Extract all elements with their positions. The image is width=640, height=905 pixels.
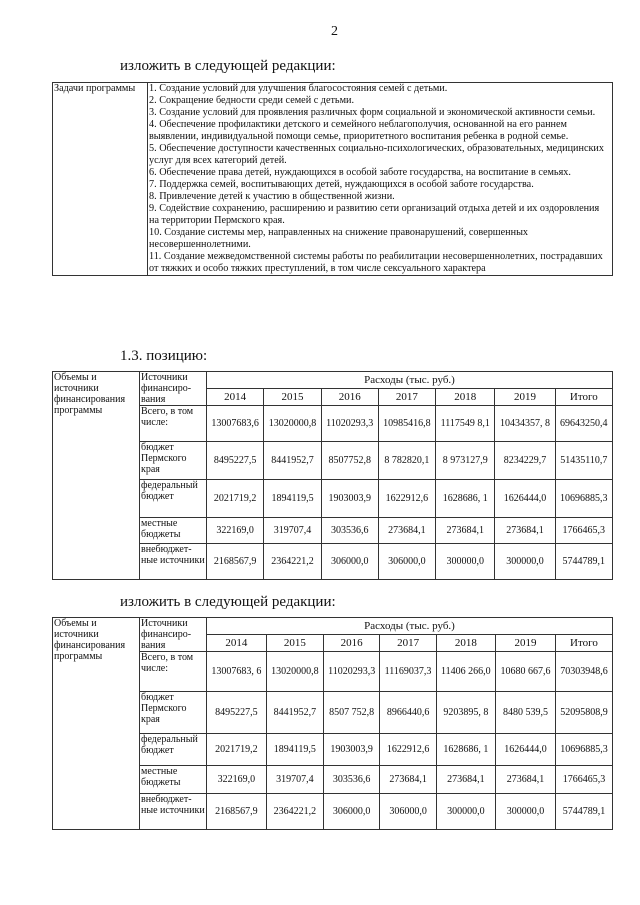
year-header: 2016	[321, 389, 378, 406]
year-header: 2014	[207, 635, 267, 652]
value-cell: 273684,1	[380, 766, 436, 794]
heading-edit-1: изложить в следующей редакции:	[120, 58, 336, 74]
tasks-list	[148, 83, 613, 276]
value-cell: 2021719,2	[207, 734, 267, 766]
tasks-label: Задачи программы	[53, 83, 148, 276]
value-cell: 11406 266,0	[436, 652, 495, 692]
value-cell: 1117549 8,1	[436, 406, 495, 442]
table-row	[53, 83, 613, 276]
table-row	[53, 372, 613, 389]
value-cell: 1626444,0	[495, 480, 555, 518]
source-cell: Всего, в том числе:	[140, 406, 207, 442]
value-cell: 8441952,7	[266, 692, 323, 734]
task-item: 10. Создание системы мер, направленных на снижение правонарушений, совершенных несовершеннолетними.	[149, 227, 529, 250]
task-item: 2. Сокращение бедности среди семей с детьми.	[149, 95, 355, 106]
task-item: 7. Поддержка семей, воспитывающих детей, нуждающихся в особой заботе государства.	[149, 179, 534, 190]
value-cell: 1766465,3	[555, 766, 612, 794]
year-header: 2016	[323, 635, 380, 652]
value-cell: 8495227,5	[207, 442, 264, 480]
source-header: Источники финансиро-вания	[140, 372, 207, 406]
value-cell: 11169037,3	[380, 652, 436, 692]
value-cell: 273684,1	[496, 766, 556, 794]
value-cell: 1894119,5	[264, 480, 321, 518]
heading-edit-2: изложить в следующей редакции:	[120, 594, 336, 610]
year-header: 2015	[264, 389, 321, 406]
source-cell: местные бюджеты	[140, 518, 207, 544]
source-cell: бюджет Пермского края	[140, 442, 207, 480]
value-cell: 8507752,8	[321, 442, 378, 480]
year-header: 2017	[380, 635, 436, 652]
year-header: 2019	[496, 635, 556, 652]
value-cell: 13007683, 6	[207, 652, 267, 692]
value-cell: 319707,4	[266, 766, 323, 794]
value-cell: 273684,1	[436, 518, 495, 544]
value-cell: 306000,0	[321, 544, 378, 580]
value-cell: 2021719,2	[207, 480, 264, 518]
source-header: Источники финансиро-вания	[140, 618, 207, 652]
value-cell: 306000,0	[378, 544, 435, 580]
value-cell: 11020293,3	[321, 406, 378, 442]
value-cell: 8966440,6	[380, 692, 436, 734]
value-cell: 322169,0	[207, 518, 264, 544]
value-cell: 2364221,2	[264, 544, 321, 580]
task-item: 8. Привлечение детей к участию в общественной жизни.	[149, 191, 395, 202]
value-cell: 2168567,9	[207, 794, 267, 830]
task-item: 6. Обеспечение права детей, нуждающихся в особой заботе государства, на воспитание в семьях.	[149, 167, 571, 178]
value-cell: 10985416,8	[378, 406, 435, 442]
value-cell: 10434357, 8	[495, 406, 555, 442]
year-header: 2014	[207, 389, 264, 406]
year-header: 2019	[495, 389, 555, 406]
source-cell: бюджет Пермского края	[140, 692, 207, 734]
year-header: 2018	[436, 635, 495, 652]
value-cell: 8 782820,1	[378, 442, 435, 480]
value-cell: 8507 752,8	[323, 692, 380, 734]
value-cell: 303536,6	[321, 518, 378, 544]
value-cell: 273684,1	[495, 518, 555, 544]
value-cell: 300000,0	[495, 544, 555, 580]
year-header: 2017	[378, 389, 435, 406]
value-cell: 322169,0	[207, 766, 267, 794]
value-cell: 13020000,8	[264, 406, 321, 442]
value-cell: 300000,0	[436, 794, 495, 830]
value-cell: 1626444,0	[496, 734, 556, 766]
value-cell: 52095808,9	[555, 692, 612, 734]
value-cell: 10680 667,6	[496, 652, 556, 692]
financing-table-new	[52, 617, 613, 830]
value-cell: 273684,1	[436, 766, 495, 794]
value-cell: 303536,6	[323, 766, 380, 794]
value-cell: 69643250,4	[555, 406, 612, 442]
financing-label: Объемы и источники финансирования программы	[53, 372, 140, 580]
value-cell: 9203895, 8	[436, 692, 495, 734]
value-cell: 306000,0	[380, 794, 436, 830]
task-item: 3. Создание условий для проявления различных форм социальной и экономической активности семьи.	[149, 107, 596, 118]
task-item: 4. Обеспечение профилактики детского и семейного неблагополучия, основанной на его раннем выявлении, индивидуальной помощи семье, приоритетного воспитания ребенка в родной семье.	[149, 119, 569, 142]
value-cell: 8441952,7	[264, 442, 321, 480]
source-cell: федеральный бюджет	[140, 480, 207, 518]
task-item: 5. Обеспечение доступности качественных социально-психологических, образовательных, медицинских услуг для всех категорий детей.	[149, 143, 604, 166]
value-cell: 1766465,3	[555, 518, 612, 544]
source-cell: федеральный бюджет	[140, 734, 207, 766]
value-cell: 51435110,7	[555, 442, 612, 480]
value-cell: 70303948,6	[555, 652, 612, 692]
value-cell: 300000,0	[496, 794, 556, 830]
task-item: 9. Содействие сохранению, расширению и развитию сети организаций отдыха детей и их оздоровления на территории Пермского края.	[149, 203, 600, 226]
value-cell: 306000,0	[323, 794, 380, 830]
source-cell: местные бюджеты	[140, 766, 207, 794]
value-cell: 13020000,8	[266, 652, 323, 692]
source-cell: Всего, в том числе:	[140, 652, 207, 692]
value-cell: 13007683,6	[207, 406, 264, 442]
value-cell: 1903003,9	[321, 480, 378, 518]
value-cell: 300000,0	[436, 544, 495, 580]
task-item: 1. Создание условий для улучшения благосостояния семей с детьми.	[149, 83, 448, 94]
source-cell: внебюджет-ные источники	[140, 544, 207, 580]
source-cell: внебюджет-ные источники	[140, 794, 207, 830]
value-cell: 319707,4	[264, 518, 321, 544]
value-cell: 1628686, 1	[436, 480, 495, 518]
total-header: Итого	[555, 635, 612, 652]
value-cell: 8 973127,9	[436, 442, 495, 480]
financing-label: Объемы и источники финансирования программы	[53, 618, 140, 830]
value-cell: 2168567,9	[207, 544, 264, 580]
value-cell: 1894119,5	[266, 734, 323, 766]
value-cell: 1622912,6	[380, 734, 436, 766]
table-row	[53, 618, 613, 635]
year-header: 2018	[436, 389, 495, 406]
value-cell: 1622912,6	[378, 480, 435, 518]
page-number: 2	[331, 24, 338, 39]
value-cell: 2364221,2	[266, 794, 323, 830]
value-cell: 273684,1	[378, 518, 435, 544]
value-cell: 8480 539,5	[496, 692, 556, 734]
value-cell: 8495227,5	[207, 692, 267, 734]
value-cell: 1903003,9	[323, 734, 380, 766]
value-cell: 10696885,3	[555, 734, 612, 766]
value-cell: 1628686, 1	[436, 734, 495, 766]
value-cell: 10696885,3	[555, 480, 612, 518]
value-cell: 11020293,3	[323, 652, 380, 692]
heading-position: 1.3. позицию:	[120, 348, 208, 364]
total-header: Итого	[555, 389, 612, 406]
tasks-table	[52, 82, 613, 276]
expenses-header: Расходы (тыс. руб.)	[207, 372, 613, 389]
value-cell: 5744789,1	[555, 544, 612, 580]
value-cell: 5744789,1	[555, 794, 612, 830]
task-item: 11. Создание межведомственной системы работы по реабилитации несовершеннолетних, пострадавших от тяжких и особо тяжких преступлений, в том числе сексуального характера	[149, 251, 603, 274]
financing-table-old	[52, 371, 613, 580]
expenses-header: Расходы (тыс. руб.)	[207, 618, 613, 635]
year-header: 2015	[266, 635, 323, 652]
value-cell: 8234229,7	[495, 442, 555, 480]
